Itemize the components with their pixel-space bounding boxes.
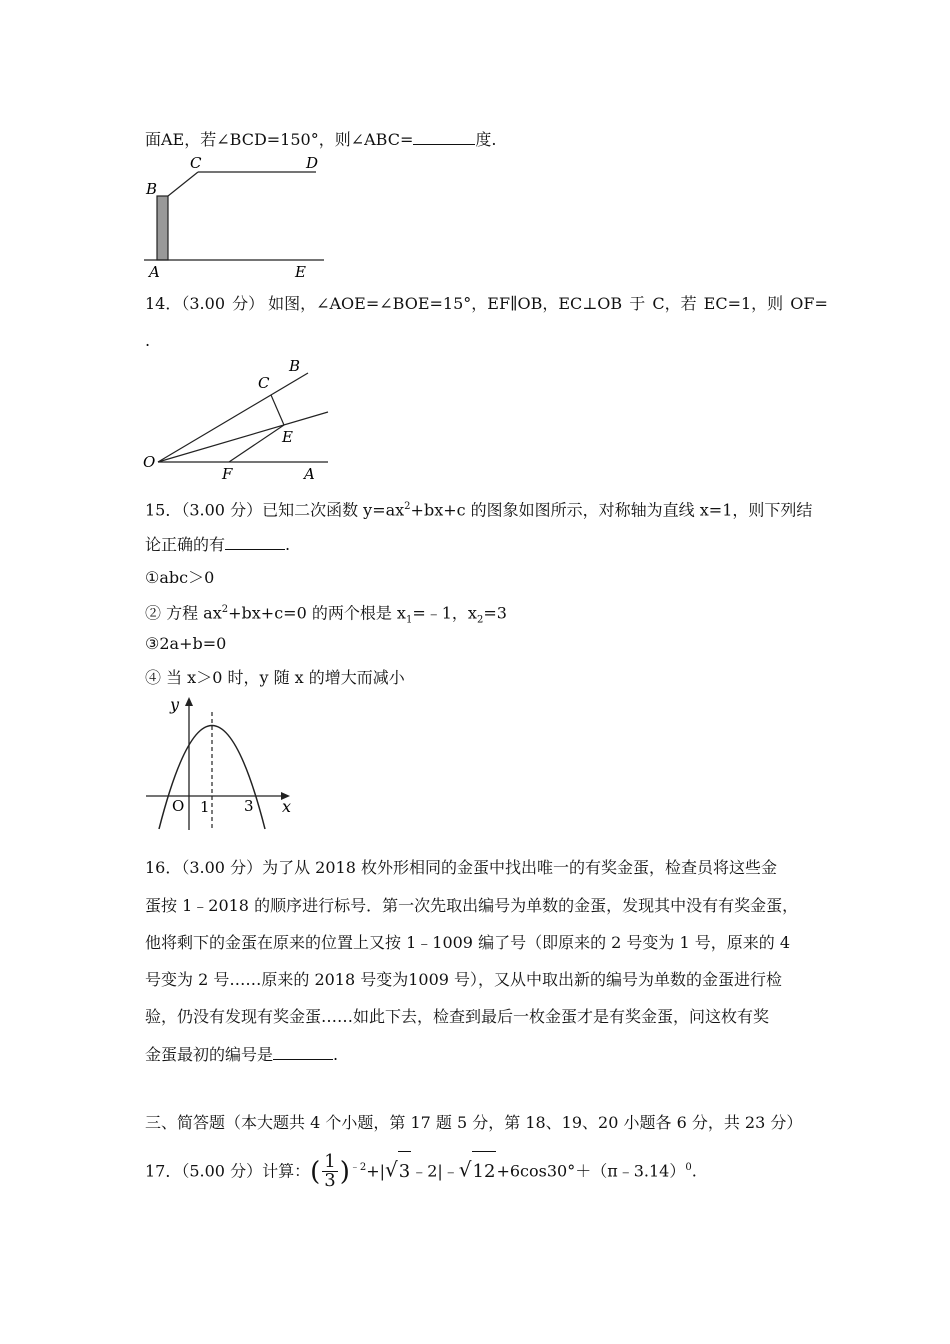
q15-label-1: 1 [200,798,210,816]
q16-blank [273,1043,333,1060]
q15-line2 [145,533,290,556]
q13-text [145,128,496,151]
q15-label-3: 3 [244,797,254,815]
q16-l6-pre: 金蛋最初的编号是 [145,1045,274,1064]
q14-score: （3.00 分） [181,294,265,313]
q14-seg-ef [229,425,284,462]
q15-option4: ④ 当 x＞0 时，y 随 x 的增大而减小 [145,668,405,687]
q13-label-c: C [190,154,202,172]
q15-o2-sub1: 1 [405,614,413,626]
q15-l2-post: . [285,535,291,554]
q13-blank [413,128,475,145]
q14-label-a: A [304,465,315,483]
q14-text [145,293,828,315]
q17-rparen: ) [339,1156,350,1187]
q17-end: . [691,1161,697,1181]
q14-seg-ec [271,395,284,425]
q15-l1-post: +bx+c 的图象如图所示，对称轴为直线 x=1，则下列结 [410,500,813,520]
q17-pre: 17．（5.00 分）计算： [145,1161,311,1181]
q16-line1: 16．（3.00 分）为了从 2018 枚外形相同的金蛋中找出唯一的有奖金蛋，检查员将这些金 [145,858,777,877]
q15-o2-a: ② 方程 ax [145,603,222,623]
q15-option3: ③2a+b=0 [145,634,227,653]
q15-label-o: O [172,797,185,815]
q17-exp: ﹣2 [349,1162,367,1173]
q13-label-e: E [295,263,306,281]
q16-line6 [145,1043,338,1066]
q16-line3: 他将剩下的金蛋在原来的位置上又按 1﹣1009 编了号（即原来的 2 号变为 1 号，原来的 4 [145,933,791,952]
q16-line4: 号变为 2 号……原来的 2018 号变为1009 号），又从中取出新的编号为单数的金蛋进行检 [145,970,783,989]
q15-blank [225,533,285,550]
q16-line5: 验，仍没有发现有奖金蛋……如此下去，检查到最后一枚金蛋才是有奖金蛋，问这枚有奖 [145,1007,770,1026]
q16-line2: 蛋按 1﹣2018 的顺序进行标号．第一次先取出编号为单数的金蛋，发现其中没有有奖金蛋， [145,896,799,915]
q17-text [145,1148,697,1192]
section3-heading: 三、简答题（本大题共 4 个小题，第 17 题 5 分，第 18、19、20 小题各 6 分，共 23 分） [145,1113,803,1132]
q13-label-d: D [306,154,319,172]
q17-exp0: 0 [685,1162,692,1173]
q17-fraction [322,1153,337,1190]
q15-o2-d: =3 [483,603,507,623]
q17-minus2: ﹣2|﹣ [411,1161,459,1181]
q14-body: 如图，∠AOE=∠BOE=15°，EF∥OB，EC⊥OB 于 C，若 EC=1，则 OF= [268,294,828,313]
q15-o2-c: =﹣1，x [412,603,477,623]
q13-line-bc [168,172,198,196]
q17-tail: +6cos30°＋（π﹣3.14） [496,1161,686,1181]
q15-sup: 2 [404,501,411,512]
q13-pole [157,196,168,260]
q14-ray-ob [158,373,308,462]
q17-frac-num: 1 [324,1151,336,1173]
q17-rad12: 12 [472,1151,497,1192]
q13-figure [140,150,330,282]
q15-figure [142,692,302,837]
q15-option2 [145,599,507,632]
q15-option1: ①abc＞0 [145,568,215,587]
q15-o2-sub2: 2 [476,614,484,626]
q14-ray-oe [158,412,328,462]
q13-label-b: B [146,180,158,198]
q15-l2-pre: 论正确的有 [145,535,226,554]
q14-label-f: F [222,465,233,483]
q17-frac-den: 3 [324,1170,336,1192]
q13-pre: 面AE，若∠BCD=150°，则∠ABC= [145,130,414,149]
q17-plus-abs: +| [366,1161,386,1181]
q17-sqrt-sign-2: √ [458,1157,472,1182]
q15-label-x: x [282,797,292,816]
q17-lparen: ( [310,1156,321,1187]
q15-o2-sup: 2 [221,604,229,615]
q17-rad3: 3 [398,1151,411,1192]
q14-label-c: C [258,374,270,392]
q15-label-y: y [170,695,180,714]
q14-number: 14． [145,294,182,313]
q13-label-a: A [149,263,160,281]
q17-sqrt-sign-1: √ [385,1157,398,1182]
q15-line1 [145,496,812,521]
q14-label-b: B [289,357,301,375]
q16-l6-post: . [333,1045,339,1064]
q15-o2-b: +bx+c=0 的两个根是 x [228,603,406,623]
q15-l1-pre: 15．（3.00 分）已知二次函数 y=ax [145,500,405,520]
q14-label-o: O [143,453,156,471]
q14-tail: . [145,331,151,350]
q14-label-e: E [282,428,293,446]
q13-post: 度. [475,130,497,149]
q15-y-arrow [185,697,193,706]
q14-figure [138,355,338,485]
